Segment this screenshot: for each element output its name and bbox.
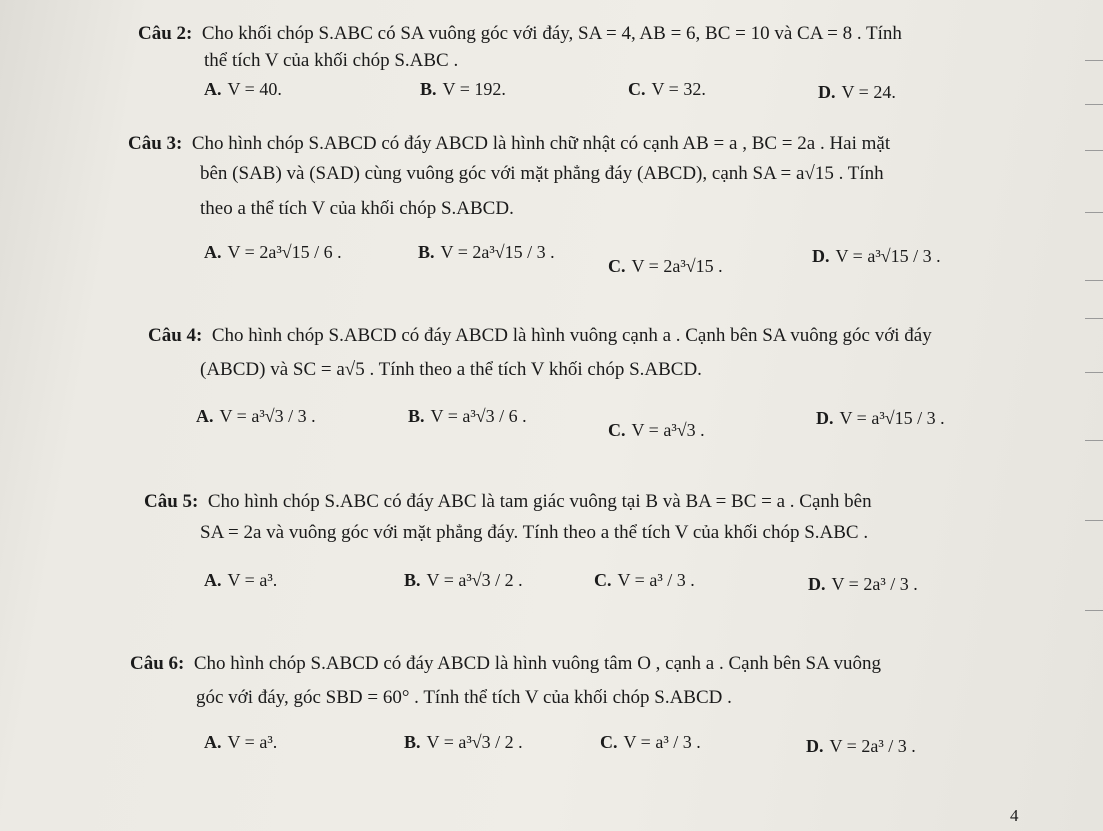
- page-number: 4: [1010, 806, 1019, 825]
- q4-option-a: A. V = a³√3 / 3 .: [196, 406, 316, 426]
- q6-option-a: A. V = a³.: [204, 732, 278, 752]
- q3-option-b: B. V = 2a³√15 / 3 .: [418, 242, 555, 262]
- question-3-line-2: bên (SAB) và (SAD) cùng vuông góc với mặt phẳng đáy (ABCD), cạnh SA = a√15 . Tính: [200, 163, 884, 184]
- edge-line: [1085, 440, 1103, 441]
- q4-option-d: D. V = a³√15 / 3 .: [816, 408, 945, 428]
- q6-option-d: D. V = 2a³ / 3 .: [806, 736, 916, 756]
- question-3-line-1: Câu 3: Cho hình chóp S.ABCD có đáy ABCD là hình chữ nhật có cạnh AB = a , BC = 2a . Hai mặt: [128, 133, 891, 154]
- q2-option-d: D. V = 24.: [818, 82, 896, 102]
- q6-option-c: C. V = a³ / 3 .: [600, 732, 701, 752]
- question-6-line-1: Câu 6: Cho hình chóp S.ABCD có đáy ABCD là hình vuông tâm O , cạnh a . Cạnh bên SA vuông: [130, 653, 882, 674]
- q5-option-d: D. V = 2a³ / 3 .: [808, 574, 918, 594]
- q2-option-a: A. V = 40.: [204, 79, 282, 99]
- edge-line: [1085, 104, 1103, 105]
- q4-option-c: C. V = a³√3 .: [608, 420, 705, 440]
- q4-option-b: B. V = a³√3 / 6 .: [408, 406, 527, 426]
- q3-option-a: A. V = 2a³√15 / 6 .: [204, 242, 342, 262]
- edge-line: [1085, 520, 1103, 521]
- edge-line: [1085, 318, 1103, 319]
- q2-option-c: C. V = 32.: [628, 79, 706, 99]
- q5-option-a: A. V = a³.: [204, 570, 278, 590]
- q2-option-b: B. V = 192.: [420, 79, 506, 99]
- question-6-line-2: góc với đáy, góc SBD = 60° . Tính thể tích V của khối chóp S.ABCD .: [196, 687, 732, 708]
- q6-option-b: B. V = a³√3 / 2 .: [404, 732, 523, 752]
- q3-option-d: D. V = a³√15 / 3 .: [812, 246, 941, 266]
- q3-option-c: C. V = 2a³√15 .: [608, 256, 723, 276]
- question-4-line-1: Câu 4: Cho hình chóp S.ABCD có đáy ABCD là hình vuông cạnh a . Cạnh bên SA vuông góc với đáy: [148, 325, 932, 346]
- edge-line: [1085, 60, 1103, 61]
- edge-line: [1085, 212, 1103, 213]
- edge-line: [1085, 150, 1103, 151]
- question-5-line-2: SA = 2a và vuông góc với mặt phẳng đáy. Tính theo a thể tích V của khối chóp S.ABC .: [200, 522, 869, 543]
- q5-option-c: C. V = a³ / 3 .: [594, 570, 695, 590]
- edge-line: [1085, 610, 1103, 611]
- question-2-line-1: Câu 2: Cho khối chóp S.ABC có SA vuông góc với đáy, SA = 4, AB = 6, BC = 10 và CA = 8 . Tính: [138, 23, 902, 44]
- question-2-line-2: thể tích V của khối chóp S.ABC .: [204, 50, 459, 71]
- question-4-line-2: (ABCD) và SC = a√5 . Tính theo a thể tích V khối chóp S.ABCD.: [200, 359, 702, 380]
- question-5-line-1: Câu 5: Cho hình chóp S.ABC có đáy ABC là tam giác vuông tại B và BA = BC = a . Cạnh bên: [144, 491, 872, 512]
- question-3-line-3: theo a thể tích V của khối chóp S.ABCD.: [200, 198, 514, 219]
- edge-line: [1085, 372, 1103, 373]
- edge-line: [1085, 280, 1103, 281]
- q5-option-b: B. V = a³√3 / 2 .: [404, 570, 523, 590]
